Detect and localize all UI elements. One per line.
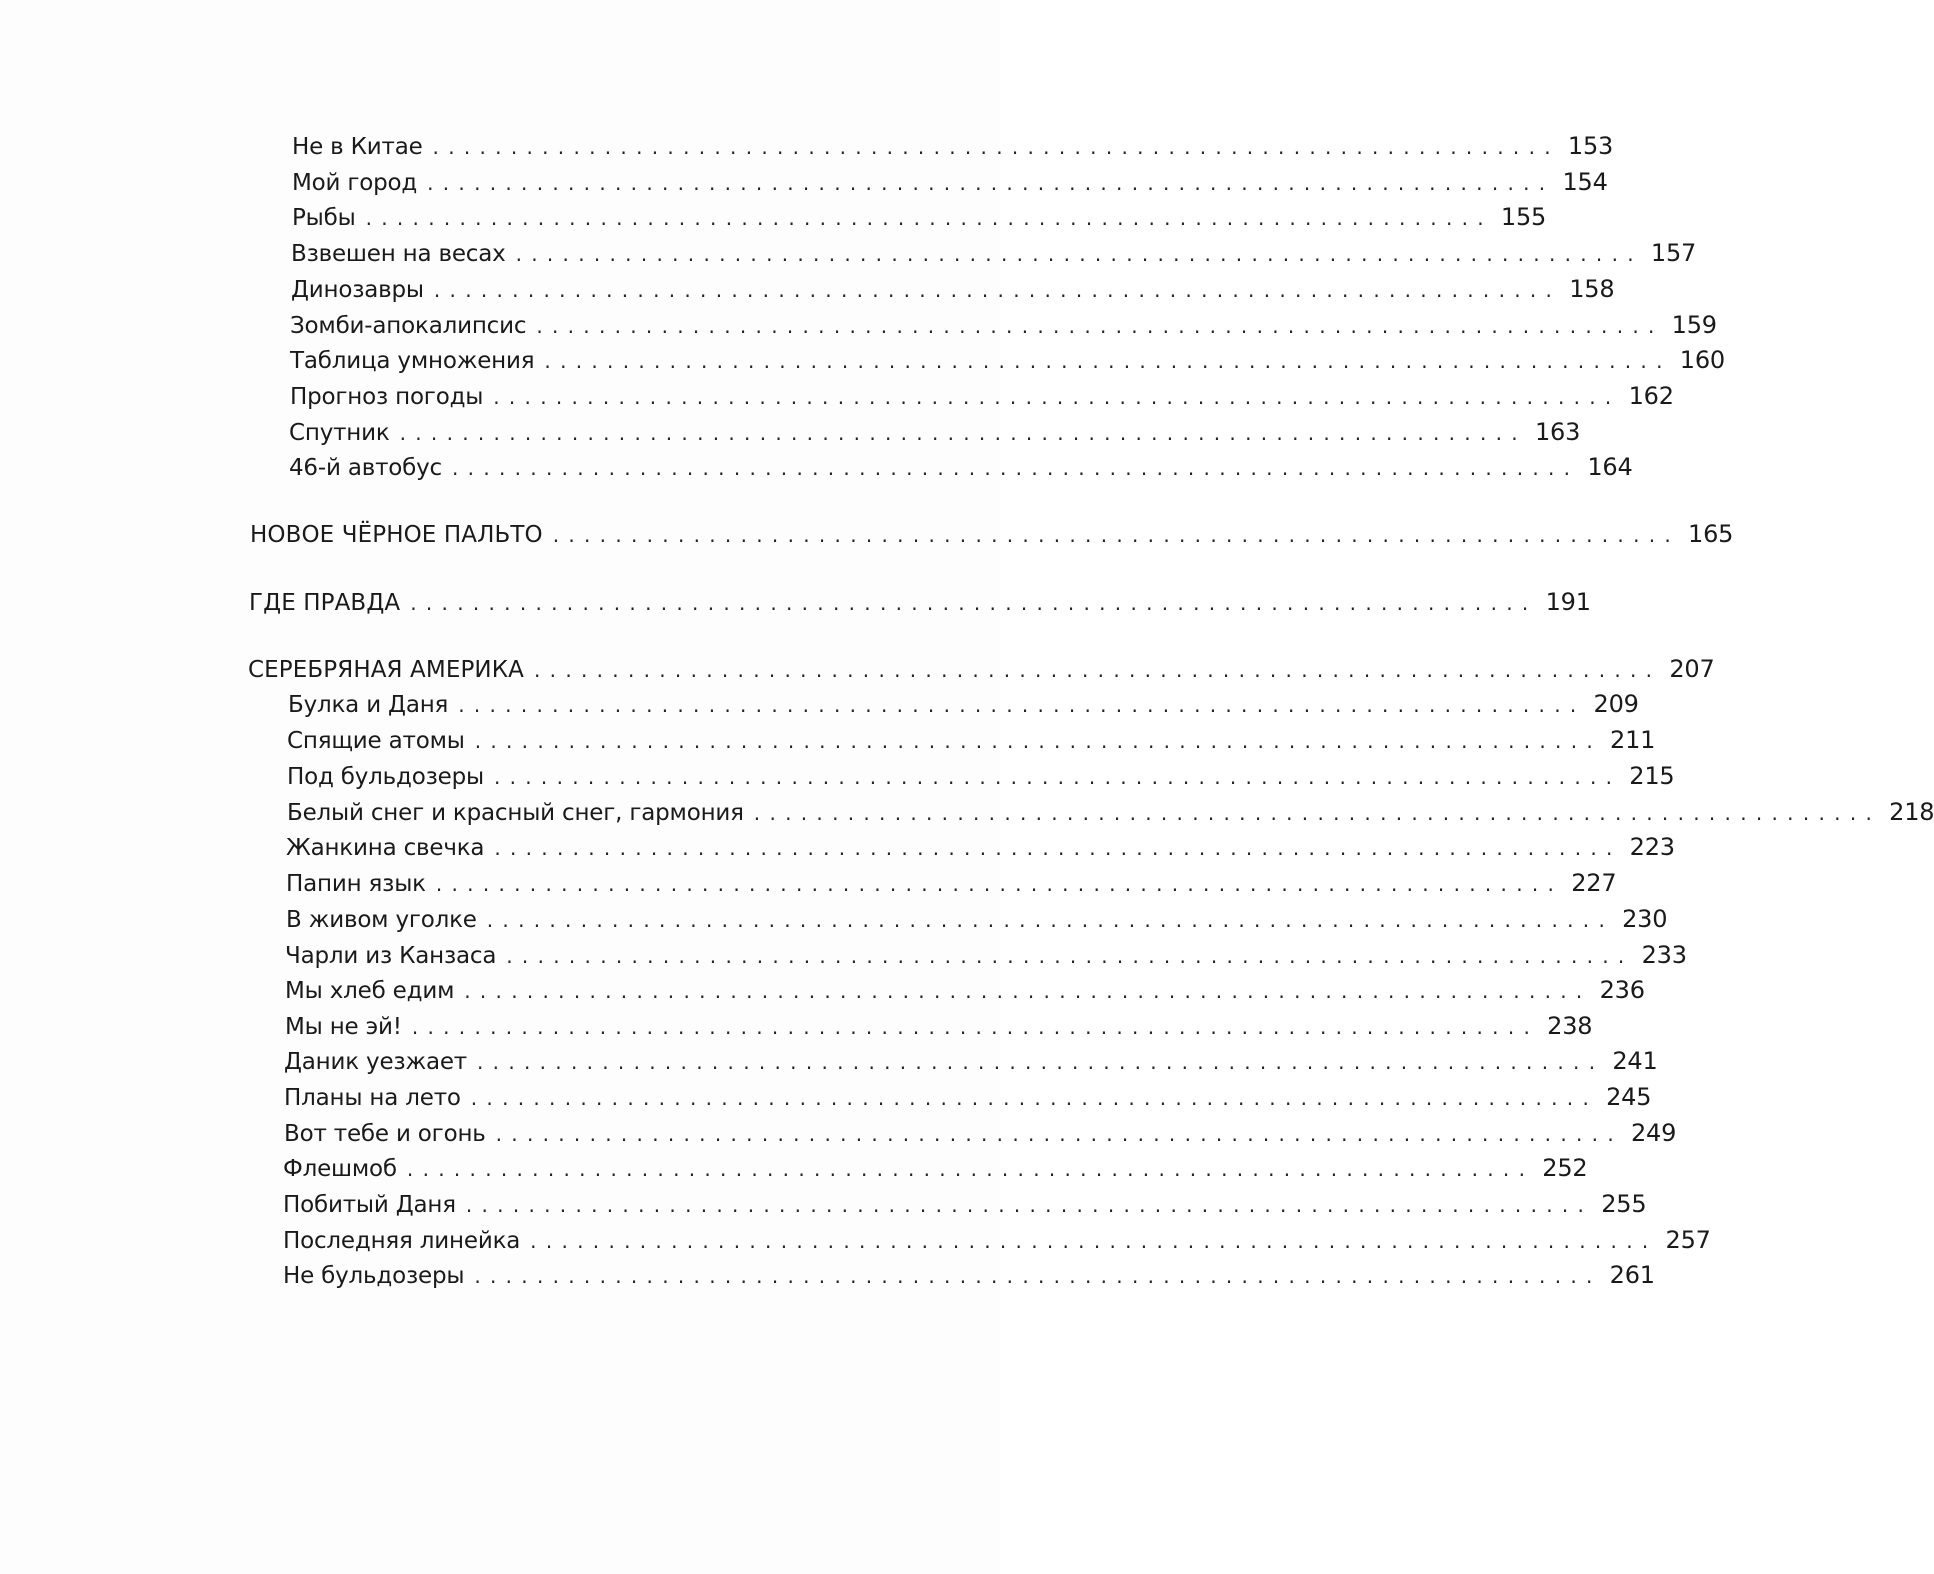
toc-entry-page: 164 bbox=[1587, 453, 1633, 481]
toc-section-page: 191 bbox=[1545, 588, 1591, 616]
toc-entry-page: 223 bbox=[1629, 833, 1675, 861]
toc-entry-page: 245 bbox=[1606, 1083, 1652, 1111]
toc-entry-title: Планы на лето bbox=[284, 1085, 461, 1111]
toc-entry-page: 211 bbox=[1610, 726, 1656, 754]
toc-entry-title: Под бульдозеры bbox=[287, 764, 484, 790]
toc-entry-title: Вот тебе и огонь bbox=[284, 1121, 486, 1147]
toc-entry-title: Прогноз погоды bbox=[290, 384, 484, 410]
toc-leader-dots: ........................................................................ bbox=[465, 1193, 1594, 1217]
toc-leader-dots: ........................................................................ bbox=[458, 693, 1586, 717]
toc-entry-page: 160 bbox=[1679, 346, 1725, 374]
toc-leader-dots: ........................................................................ bbox=[495, 1122, 1623, 1146]
toc-leader-dots: ........................................................................ bbox=[493, 765, 1622, 789]
toc-entry-title: Взвешен на весах bbox=[291, 241, 506, 267]
toc-leader-dots: ........................................................................ bbox=[435, 872, 1564, 896]
toc-section-title: ГДЕ ПРАВДА bbox=[249, 590, 401, 616]
toc-leader-dots: ........................................................................ bbox=[753, 801, 1882, 825]
toc-entry bbox=[285, 976, 1645, 1004]
toc-leader-dots: ........................................................................ bbox=[477, 1050, 1605, 1074]
toc-entry bbox=[289, 453, 1633, 481]
toc-entry-title: Жанкина свечка bbox=[286, 835, 485, 861]
toc-entry bbox=[287, 762, 1675, 790]
toc-entry-page: 255 bbox=[1601, 1190, 1647, 1218]
toc-entry bbox=[292, 203, 1547, 231]
toc-leader-dots: ........................................................................ bbox=[530, 1229, 1658, 1253]
toc-entry-page: 249 bbox=[1630, 1119, 1677, 1147]
toc-entry bbox=[292, 132, 1614, 160]
toc-entry-title: Рыбы bbox=[292, 205, 356, 231]
toc-entry-page: 163 bbox=[1534, 418, 1581, 446]
toc-leader-dots: ........................................................................ bbox=[486, 908, 1615, 932]
toc-leader-dots: ........................................................................ bbox=[410, 591, 1538, 615]
toc-section-page: 207 bbox=[1669, 655, 1715, 683]
toc-entry-page: 233 bbox=[1641, 941, 1687, 969]
toc-entry-page: 159 bbox=[1671, 311, 1717, 339]
toc-entry bbox=[286, 869, 1617, 897]
toc-leader-dots: ........................................................................ bbox=[470, 1086, 1599, 1110]
toc-entry bbox=[290, 311, 1717, 339]
toc-leader-dots: ........................................................................ bbox=[493, 385, 1621, 409]
toc-leader-dots: ........................................................................ bbox=[452, 456, 1580, 480]
toc-entry bbox=[291, 275, 1615, 303]
toc-section bbox=[248, 655, 1715, 683]
toc-entry-title: Спящие атомы bbox=[287, 728, 465, 754]
toc-entry-title: Последняя линейка bbox=[283, 1228, 521, 1254]
toc-entry bbox=[287, 726, 1656, 754]
toc-leader-dots: ........................................................................ bbox=[464, 979, 1592, 1003]
toc-entry bbox=[283, 1154, 1588, 1182]
toc-leader-dots: ........................................................................ bbox=[427, 171, 1555, 195]
toc-leader-dots: ........................................................................ bbox=[411, 1015, 1540, 1039]
toc-entry bbox=[286, 905, 1668, 933]
toc-entry-page: 252 bbox=[1542, 1154, 1588, 1182]
toc-entry bbox=[285, 941, 1687, 969]
toc-entry-page: 154 bbox=[1562, 168, 1608, 196]
toc-entry bbox=[288, 690, 1639, 718]
toc-entry bbox=[289, 418, 1581, 446]
toc-entry bbox=[284, 1047, 1658, 1075]
toc-entry-page: 158 bbox=[1569, 275, 1615, 303]
toc-entry-title: Динозавры bbox=[291, 277, 424, 303]
toc-entry-title: Мы не эй! bbox=[285, 1014, 402, 1040]
toc-entry-title: Побитый Даня bbox=[283, 1192, 456, 1218]
toc-entry-title: Булка и Даня bbox=[288, 692, 449, 718]
toc-entry-title: Папин язык bbox=[286, 871, 426, 897]
toc-entry-title: Чарли из Канзаса bbox=[285, 943, 497, 969]
toc-section bbox=[249, 588, 1591, 616]
toc-leader-dots: ........................................................................ bbox=[365, 206, 1493, 230]
toc-entry-page: 155 bbox=[1500, 203, 1547, 231]
toc-entry-title: Мой город bbox=[292, 170, 418, 196]
toc-leader-dots: ........................................................................ bbox=[552, 523, 1681, 547]
toc-entry-page: 257 bbox=[1665, 1226, 1711, 1254]
toc-entry bbox=[290, 346, 1725, 374]
toc-entry-title: Даник уезжает bbox=[284, 1049, 468, 1075]
toc-entry-page: 218 bbox=[1889, 798, 1934, 826]
toc-entry-page: 236 bbox=[1599, 976, 1645, 1004]
toc-leader-dots: ........................................................................ bbox=[406, 1157, 1535, 1181]
toc-leader-dots: ........................................................................ bbox=[494, 836, 1622, 860]
toc-entry bbox=[284, 1083, 1652, 1111]
toc-entry-title: Не в Китае bbox=[292, 134, 423, 160]
toc-entry bbox=[292, 168, 1608, 196]
toc-leader-dots: ........................................................................ bbox=[474, 1264, 1602, 1288]
toc-entry bbox=[290, 382, 1674, 410]
toc-leader-dots: ........................................................................ bbox=[474, 729, 1603, 753]
toc-entry bbox=[284, 1119, 1677, 1147]
toc-entry-page: 241 bbox=[1612, 1047, 1658, 1075]
toc-entry-page: 215 bbox=[1629, 762, 1675, 790]
toc-entry-title: Зомби-апокалипсис bbox=[290, 313, 527, 339]
toc-leader-dots: ........................................................................ bbox=[432, 135, 1560, 159]
toc-entry-page: 157 bbox=[1650, 239, 1697, 267]
toc-section-page: 165 bbox=[1688, 520, 1734, 548]
toc-entry-title: Мы хлеб едим bbox=[285, 978, 455, 1004]
toc-entry bbox=[283, 1226, 1711, 1254]
toc-entry bbox=[285, 1012, 1593, 1040]
toc-leader-dots: ........................................................................ bbox=[515, 242, 1643, 266]
toc-entry-title: Не бульдозеры bbox=[283, 1263, 465, 1289]
toc-entry-page: 162 bbox=[1628, 382, 1674, 410]
toc-entry bbox=[283, 1261, 1655, 1289]
toc-entry-page: 227 bbox=[1571, 869, 1617, 897]
toc-entry-page: 153 bbox=[1567, 132, 1614, 160]
toc-section bbox=[250, 520, 1734, 548]
toc-entry-title: Белый снег и красный снег, гармония bbox=[287, 800, 744, 826]
toc-leader-dots: ........................................................................ bbox=[536, 314, 1664, 338]
toc-entry bbox=[291, 239, 1697, 267]
toc-entry-title: В живом уголке bbox=[286, 907, 477, 933]
toc-section-title: НОВОЕ ЧЁРНОЕ ПАЛЬТО bbox=[250, 522, 543, 548]
toc-leader-dots: ........................................................................ bbox=[534, 658, 1662, 682]
toc-entry bbox=[283, 1190, 1647, 1218]
toc-entry-title: Флешмоб bbox=[283, 1156, 397, 1182]
toc-entry-page: 209 bbox=[1593, 690, 1639, 718]
toc-entry-page: 230 bbox=[1622, 905, 1668, 933]
toc-entry-title: 46-й автобус bbox=[289, 455, 442, 481]
toc-entry-page: 238 bbox=[1547, 1012, 1593, 1040]
toc-entry-title: Спутник bbox=[289, 420, 390, 446]
toc-section-title: СЕРЕБРЯНАЯ АМЕРИКА bbox=[248, 657, 524, 683]
toc-leader-dots: ........................................................................ bbox=[433, 278, 1562, 302]
toc-entry bbox=[287, 798, 1934, 826]
toc-leader-dots: ........................................................................ bbox=[506, 944, 1634, 968]
toc-entry-title: Таблица умножения bbox=[290, 348, 535, 374]
toc-entry-page: 261 bbox=[1609, 1261, 1655, 1289]
toc-entry bbox=[286, 833, 1675, 861]
toc-leader-dots: ........................................................................ bbox=[399, 421, 1527, 445]
toc-leader-dots: ........................................................................ bbox=[544, 349, 1672, 373]
